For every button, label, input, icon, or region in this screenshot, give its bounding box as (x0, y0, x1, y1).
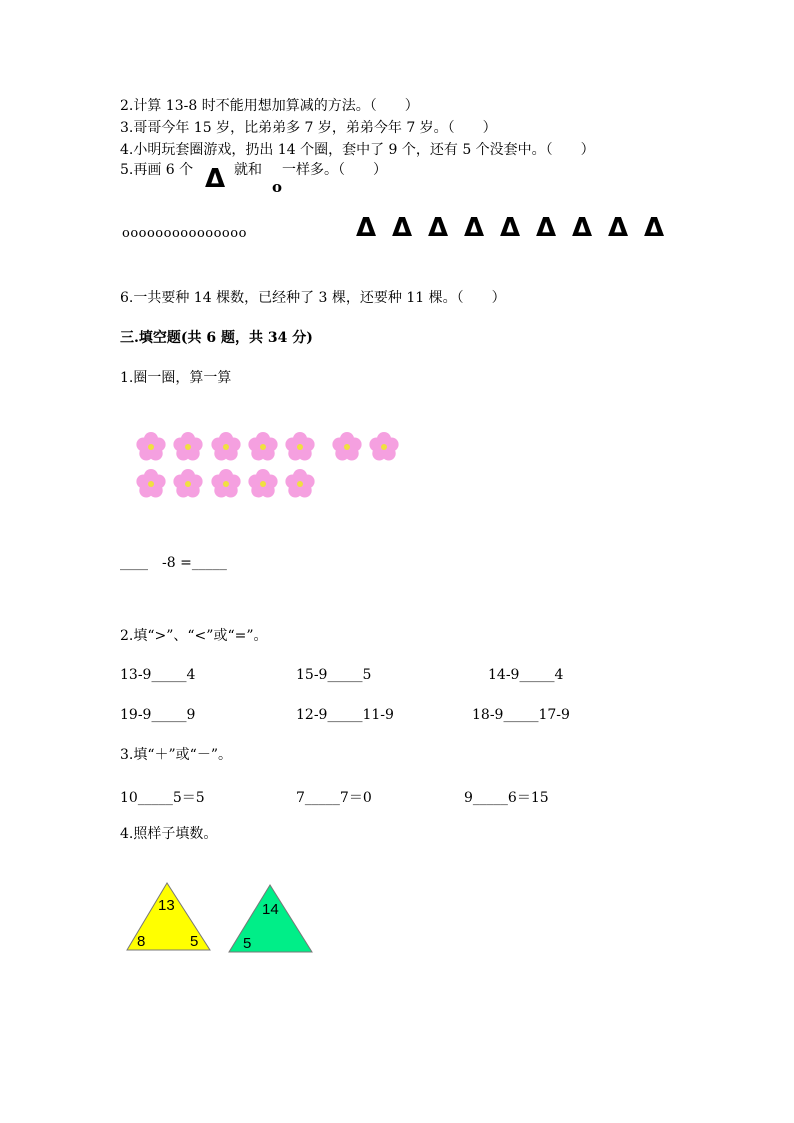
number-triangles (120, 880, 330, 960)
triangle-top-number: 14 (262, 901, 279, 918)
triangle-top-number: 13 (158, 897, 175, 914)
question-6: 6.一共要种 14 棵数，已经种了 3 棵，还要种 11 棵。（ ） (120, 290, 506, 306)
triangle-icon: Δ (571, 213, 593, 243)
triangle-left-number: 8 (137, 933, 146, 950)
compare-item: 19-9_____9 (120, 707, 196, 723)
triangle-icon: Δ (463, 213, 485, 243)
triangle-icon: Δ (427, 213, 449, 243)
triangle-icon: Δ (607, 213, 629, 243)
circle-row: ooooooooooooooo (122, 226, 247, 241)
compare-item: 13-9_____4 (120, 667, 196, 683)
plusminus-item: 10_____5＝5 (120, 790, 205, 806)
plusminus-item: 7_____7＝0 (296, 790, 372, 806)
flower-icon (285, 469, 314, 498)
question-3: 3.哥哥今年 15 岁，比弟弟多 7 岁，弟弟今年 7 岁。（ ） (120, 120, 497, 136)
flower-icon (248, 469, 277, 498)
triangle-icon: Δ (355, 213, 377, 243)
triangle-icon: Δ (391, 213, 413, 243)
compare-item: 18-9_____17-9 (472, 707, 570, 723)
triangle-icon: Δ (499, 213, 521, 243)
question-2: 2.计算 13-8 时不能用想加算减的方法。（ ） (120, 98, 419, 114)
triangle-right-number: 5 (190, 933, 199, 950)
plusminus-item: 9_____6＝15 (464, 790, 549, 806)
question-5-mid: 就和 (234, 162, 262, 178)
triangle-row (348, 212, 672, 244)
flower-icon (173, 469, 202, 498)
flower-icon (136, 432, 165, 461)
fill-1-equation: ____ -8 =_____ (120, 555, 227, 571)
fill-1-title: 1.圈一圈，算一算 (120, 370, 232, 386)
circle-icon: o (272, 178, 283, 196)
triangle-icon: Δ (535, 213, 557, 243)
question-5-prefix: 5.再画 6 个 (120, 162, 194, 178)
compare-item: 14-9_____4 (488, 667, 564, 683)
flower-group (130, 427, 410, 507)
exercise-triangle (229, 885, 312, 952)
triangle-icon: Δ (205, 164, 226, 194)
triangle-icon: Δ (643, 213, 665, 243)
flower-icon (211, 432, 240, 461)
question-4: 4.小明玩套圈游戏，扔出 14 个圈，套中了 9 个，还有 5 个没套中。（ ） (120, 142, 595, 158)
fill-4-title: 4.照样子填数。 (120, 826, 218, 842)
fill-2-title: 2.填“>”、“<”或“=”。 (120, 628, 268, 644)
flower-icon (136, 469, 165, 498)
question-5-suffix: 一样多。（ ） (282, 162, 387, 178)
compare-item: 15-9_____5 (296, 667, 372, 683)
flower-icon (211, 469, 240, 498)
flower-icon (369, 432, 398, 461)
section-title: 三.填空题(共 6 题，共 34 分) (120, 330, 313, 346)
flower-icon (285, 432, 314, 461)
flower-icon (248, 432, 277, 461)
flower-icon (332, 432, 361, 461)
fill-3-title: 3.填“＋”或“－”。 (120, 747, 232, 763)
triangle-left-number: 5 (243, 935, 252, 952)
compare-item: 12-9_____11-9 (296, 707, 394, 723)
flower-icon (173, 432, 202, 461)
